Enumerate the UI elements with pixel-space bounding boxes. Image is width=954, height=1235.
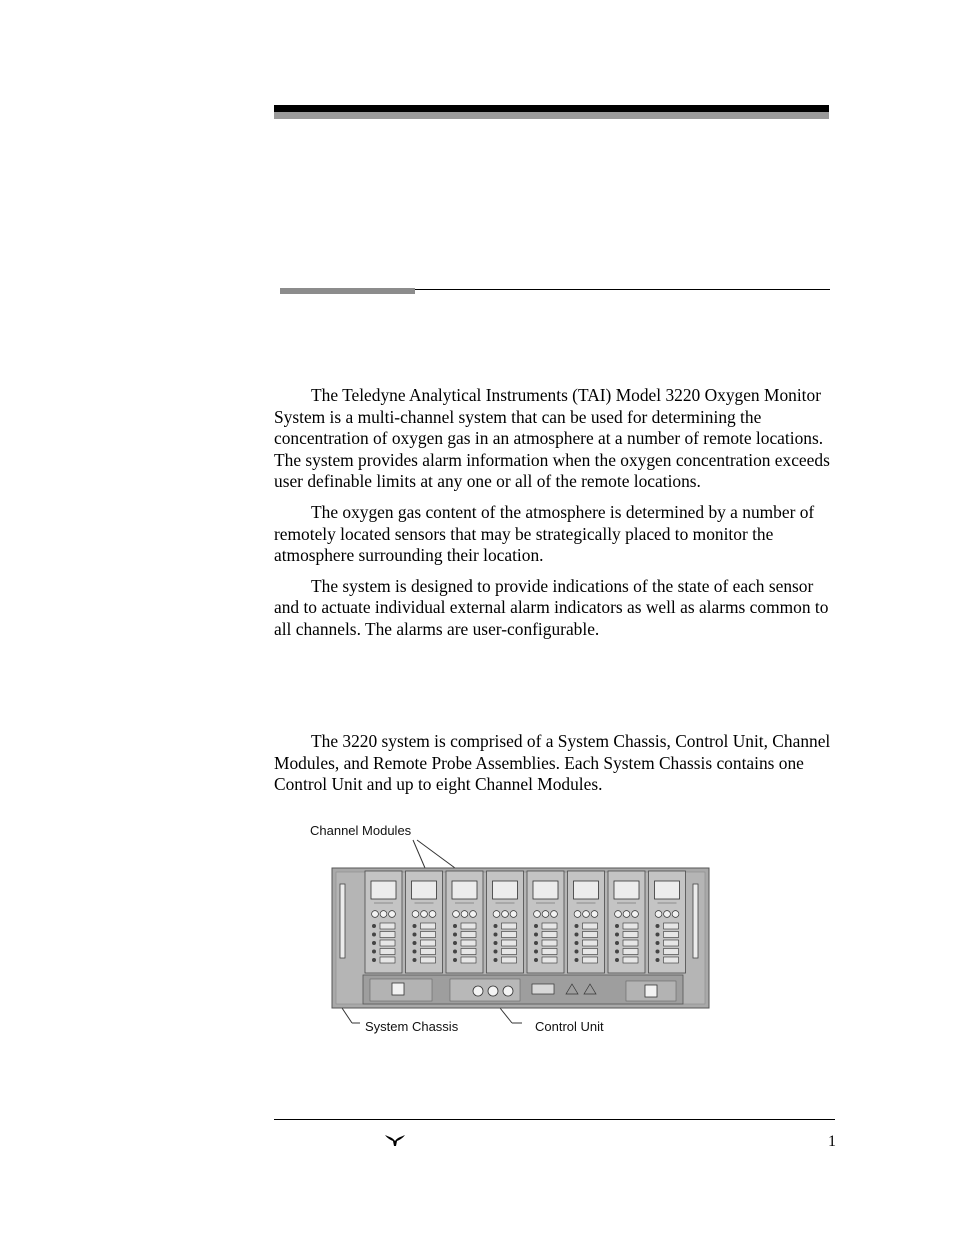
- channel-module-3: [446, 871, 483, 973]
- control-knob-1: [473, 986, 483, 996]
- alarm-label: [623, 923, 638, 929]
- status-led: [453, 941, 457, 945]
- leader-system-chassis: [342, 1008, 352, 1023]
- intro-section: [274, 385, 840, 641]
- channel-display: [493, 881, 518, 899]
- channel-button: [421, 911, 428, 918]
- alarm-label: [542, 932, 557, 938]
- alarm-label: [542, 957, 557, 963]
- channel-display: [614, 881, 639, 899]
- status-led: [372, 958, 376, 962]
- channel-button: [429, 911, 436, 918]
- channel-button: [493, 911, 500, 918]
- channel-button: [672, 911, 679, 918]
- alarm-label: [583, 949, 598, 955]
- status-led: [453, 933, 457, 937]
- status-led: [656, 933, 660, 937]
- status-led: [413, 958, 417, 962]
- channel-button: [470, 911, 477, 918]
- alarm-label: [623, 949, 638, 955]
- alarm-label: [623, 940, 638, 946]
- channel-button: [510, 911, 517, 918]
- alarm-label: [542, 923, 557, 929]
- status-led: [494, 958, 498, 962]
- status-led: [413, 924, 417, 928]
- leader-control-unit: [500, 1008, 512, 1023]
- alarm-label: [421, 940, 436, 946]
- status-led: [372, 924, 376, 928]
- channel-button: [574, 911, 581, 918]
- alarm-label: [583, 932, 598, 938]
- alarm-label: [380, 957, 395, 963]
- alarm-label: [664, 940, 679, 946]
- header-bar-grey: [274, 112, 829, 119]
- channel-button: [615, 911, 622, 918]
- rack-handle-right: [693, 884, 698, 958]
- status-led: [615, 958, 619, 962]
- alarm-label: [421, 932, 436, 938]
- alarm-label: [421, 949, 436, 955]
- channel-button: [551, 911, 558, 918]
- status-led: [372, 933, 376, 937]
- status-led: [372, 941, 376, 945]
- status-led: [656, 924, 660, 928]
- channel-button: [664, 911, 671, 918]
- channel-button: [502, 911, 509, 918]
- channel-display: [412, 881, 437, 899]
- status-led: [494, 941, 498, 945]
- status-led: [615, 950, 619, 954]
- channel-module-7: [608, 871, 645, 973]
- page-number: 1: [828, 1133, 836, 1150]
- alarm-label: [664, 923, 679, 929]
- control-knob-2: [488, 986, 498, 996]
- status-led: [615, 941, 619, 945]
- channel-button: [591, 911, 598, 918]
- alarm-label: [502, 932, 517, 938]
- alarm-label: [380, 949, 395, 955]
- channel-module-1: [365, 871, 402, 973]
- channel-button: [389, 911, 396, 918]
- intro-paragraph-3: The system is designed to provide indications of the state of each sensor and to actuate individual external alarm indicators as well as alarms common to all channels. The alarms are user-configurable.: [274, 575, 829, 639]
- status-led: [575, 958, 579, 962]
- alarm-label: [502, 923, 517, 929]
- alarm-label: [380, 932, 395, 938]
- channel-button: [534, 911, 541, 918]
- alarm-label: [542, 940, 557, 946]
- alarm-label: [421, 923, 436, 929]
- footer-rule: [274, 1119, 835, 1120]
- status-led: [575, 933, 579, 937]
- connector-port: [532, 984, 554, 994]
- alarm-label: [461, 949, 476, 955]
- status-led: [494, 933, 498, 937]
- components-paragraph-1: The 3220 system is comprised of a System Chassis, Control Unit, Channel Modules, and Remote Probe Assemblies. Each System Chassis contains one Control Unit and up to eight Channel Modules.: [274, 731, 831, 795]
- channel-button: [583, 911, 590, 918]
- channel-module-5: [527, 871, 564, 973]
- status-led: [534, 933, 538, 937]
- label-control-unit: Control Unit: [535, 1019, 604, 1034]
- channel-button: [412, 911, 419, 918]
- status-led: [575, 924, 579, 928]
- channel-display: [452, 881, 477, 899]
- alarm-label: [623, 932, 638, 938]
- system-chassis-figure: [300, 830, 720, 1040]
- alarm-label: [502, 957, 517, 963]
- fuse-holder: [645, 985, 657, 997]
- channel-display: [574, 881, 599, 899]
- status-led: [413, 941, 417, 945]
- status-led: [615, 933, 619, 937]
- alarm-label: [664, 932, 679, 938]
- channel-module-8: [649, 871, 686, 973]
- teledyne-logo-icon: [384, 1133, 406, 1147]
- intro-paragraph-1: The Teledyne Analytical Instruments (TAI) Model 3220 Oxygen Monitor System is a multi-channel system that can be used for determining the concentration of oxygen gas in an atmosphere at a number of remote locations. The system provides alarm information when the oxygen concentration exceeds user definable limits at any one or all of the remote locations.: [274, 385, 830, 492]
- alarm-label: [583, 957, 598, 963]
- power-switch: [392, 983, 404, 995]
- channel-button: [542, 911, 549, 918]
- status-led: [534, 958, 538, 962]
- status-led: [534, 941, 538, 945]
- channel-module-6: [568, 871, 605, 973]
- label-channel-modules: Channel Modules: [310, 823, 412, 838]
- label-system-chassis: System Chassis: [365, 1019, 459, 1034]
- status-led: [534, 950, 538, 954]
- channel-button: [372, 911, 379, 918]
- control-knob-3: [503, 986, 513, 996]
- channel-button: [632, 911, 639, 918]
- channel-button: [655, 911, 662, 918]
- alarm-label: [664, 949, 679, 955]
- alarm-label: [461, 940, 476, 946]
- alarm-label: [502, 949, 517, 955]
- status-led: [615, 924, 619, 928]
- status-led: [413, 933, 417, 937]
- alarm-label: [583, 923, 598, 929]
- channel-display: [533, 881, 558, 899]
- alarm-label: [502, 940, 517, 946]
- status-led: [453, 950, 457, 954]
- alarm-label: [461, 923, 476, 929]
- alarm-label: [461, 932, 476, 938]
- channel-button: [461, 911, 468, 918]
- rack-handle-left: [340, 884, 345, 958]
- alarm-label: [623, 957, 638, 963]
- channel-display: [371, 881, 396, 899]
- status-led: [575, 950, 579, 954]
- status-led: [413, 950, 417, 954]
- alarm-label: [421, 957, 436, 963]
- alarm-label: [542, 949, 557, 955]
- channel-button: [453, 911, 460, 918]
- section-rule-tab: [280, 288, 415, 294]
- status-led: [656, 950, 660, 954]
- status-led: [494, 924, 498, 928]
- channel-button: [380, 911, 387, 918]
- alarm-label: [461, 957, 476, 963]
- status-led: [453, 958, 457, 962]
- channel-module-2: [406, 871, 443, 973]
- status-led: [575, 941, 579, 945]
- alarm-label: [380, 940, 395, 946]
- alarm-label: [583, 940, 598, 946]
- channel-module-4: [487, 871, 524, 973]
- channel-display: [655, 881, 680, 899]
- alarm-label: [380, 923, 395, 929]
- status-led: [656, 941, 660, 945]
- status-led: [494, 950, 498, 954]
- header-bar-black: [274, 105, 829, 112]
- alarm-label: [664, 957, 679, 963]
- status-led: [372, 950, 376, 954]
- components-section: [274, 731, 840, 796]
- status-led: [656, 958, 660, 962]
- intro-paragraph-2: The oxygen gas content of the atmosphere is determined by a number of remotely located sensors that may be strategically placed to monitor the atmosphere surrounding their location.: [274, 501, 815, 566]
- status-led: [453, 924, 457, 928]
- status-led: [534, 924, 538, 928]
- channel-button: [623, 911, 630, 918]
